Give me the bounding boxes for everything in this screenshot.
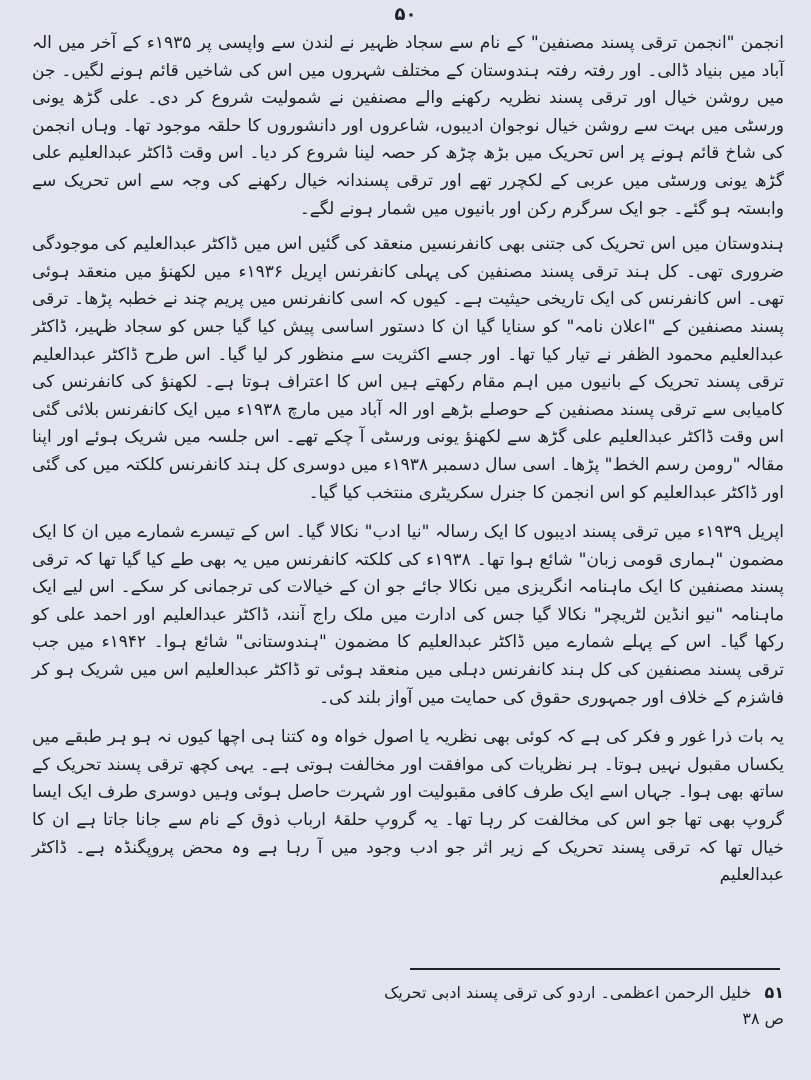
footnote-number: ۵۱ (764, 983, 784, 1002)
footnote-text: خلیل الرحمن اعظمی۔ اردو کی ترقی پسند ادبی تحریک ص ۳۸ (384, 983, 784, 1028)
footnote (380, 980, 784, 1032)
footnote-divider (410, 968, 780, 970)
page-number: ۵۰ (394, 4, 417, 25)
body-text (32, 30, 784, 902)
paragraph-3: اپریل ۱۹۳۹ء میں ترقی پسند ادیبوں کا ایک رسالہ "نیا ادب" نکالا گیا۔ اس کے تیسرے شمارے میں ان کا ایک مضمون "ہماری قومی زبان" شائع ہوا تھا۔ ۱۹۳۸ء کی کلکتہ کانفرنس میں یہ بھی طے کیا گیا تھا کہ ترقی پسند مصنفین کا ایک ماہنامہ انگریزی میں نکالا جائے جو ان کے خیالات کی ترجمانی کر سکے۔ اس لیے ایک ماہنامہ "نیو انڈین لٹریچر" نکالا گیا جس کی ادارت میں ملک راج آنند، ڈاکٹر عبدالعلیم اور احمد علی کو رکھا گیا۔ اس کے پہلے شمارے میں ڈاکٹر عبدالعلیم کا مضمون "ہندوستانی" شائع ہوا۔ ۱۹۴۲ء میں جب ترقی پسند مصنفین کی کل ہند کانفرنس دہلی میں منعقد ہوئی تو ڈاکٹر عبدالعلیم اس میں شریک ہو کر فاشزم کے خلاف اور جمہوری حقوق کی حمایت میں آواز بلند کی۔ (32, 522, 784, 708)
paragraph-1: انجمن "انجمن ترقی پسند مصنفین" کے نام سے سجاد ظہیر نے لندن سے واپسی پر ۱۹۳۵ء کے آخر میں الہ آباد میں بنیاد ڈالی۔ اور رفتہ رفتہ ہندوستان کے مختلف شہروں میں اس کی شاخیں قائم ہونے لگیں۔ جن میں روشن خیال اور ترقی پسند نظریہ رکھنے والے مصنفین نے شمولیت شروع کر دی۔ علی گڑھ یونی ورسٹی میں بہت سے روشن خیال نوجوان ادیبوں، شاعروں اور دانشوروں کا حلقہ موجود تھا۔ وہاں انجمن کی شاخ قائم ہونے پر اس تحریک میں بڑھ چڑھ کر حصہ لینا شروع کر دیا۔ اس وقت ڈاکٹر عبدالعلیم علی گڑھ یونی ورسٹی میں عربی کے لکچرر تھے اور ترقی پسندانہ خیال رکھنے کی وجہ سے اس تحریک سے وابستہ ہو گئے۔ جو ایک سرگرم رکن اور بانیوں میں شمار ہونے لگے۔ (32, 33, 784, 219)
paragraph-4: یہ بات ذرا غور و فکر کی ہے کہ کوئی بھی نظریہ یا اصول خواہ وہ کتنا ہی اچھا کیوں نہ ہو ہر طبقے میں یکساں مقبول نہیں ہوتا۔ ہر نظریات کی موافقت اور مخالفت ہوتی ہے۔ یہی کچھ ترقی پسند تحریک کے ساتھ بھی ہوا۔ جہاں اسے ایک طرف کافی مقبولیت اور شہرت حاصل ہوئی وہیں دوسری طرف ایک ایسا گروپ بھی تھا جو اس کی مخالفت کر رہا تھا۔ یہ گروپ حلقۂ ارباب ذوق کے نام سے جانا جاتا ہے ان کا خیال تھا کہ ترقی پسند تحریک کے زیر اثر جو ادب وجود میں آ رہا ہے وہ محض پروپگنڈہ ہے۔ ڈاکٹر عبدالعلیم (32, 727, 784, 886)
paragraph-2: ہندوستان میں اس تحریک کی جتنی بھی کانفرنسیں منعقد کی گئیں اس میں ڈاکٹر عبدالعلیم کی موجودگی ضروری تھی۔ کل ہند ترقی پسند مصنفین کی پہلی کانفرنس اپریل ۱۹۳۶ء میں لکھنؤ میں منعقد ہوئی تھی۔ اس کانفرنس کی ایک تاریخی حیثیت ہے۔ کیوں کہ اسی کانفرنس میں پریم چند نے خطبہ پڑھا۔ ترقی پسند مصنفین کے "اعلان نامہ" کو سنایا گیا ان کا دستور اساسی پیش کیا گیا جس کو سجاد ظہیر، ڈاکٹر عبدالعلیم محمود الظفر نے تیار کیا تھا۔ اور جسے اکثریت سے منظور کر لیا گیا۔ اس طرح ڈاکٹر عبدالعلیم ترقی پسند تحریک کے بانیوں میں اہم مقام رکھتے ہیں اس کا اعتراف ہوتا ہے۔ لکھنؤ کی کانفرنس کی کامیابی سے ترقی پسند مصنفین کے حوصلے بڑھے اور الہ آباد میں مارچ ۱۹۳۸ء میں ایک کانفرنس بلائی گئی اس وقت ڈاکٹر عبدالعلیم علی گڑھ سے لکھنؤ یونی ورسٹی آ چکے تھے۔ اس جلسہ میں شریک ہوئے اور اپنا مقالہ "رومن رسم الخط" پڑھا۔ اسی سال دسمبر ۱۹۳۸ء میں دوسری کل ہند کانفرنس کلکتہ میں کی گئی اور ڈاکٹر عبدالعلیم کو اس انجمن کا جنرل سکریٹری منتخب کیا گیا۔ (32, 234, 784, 503)
